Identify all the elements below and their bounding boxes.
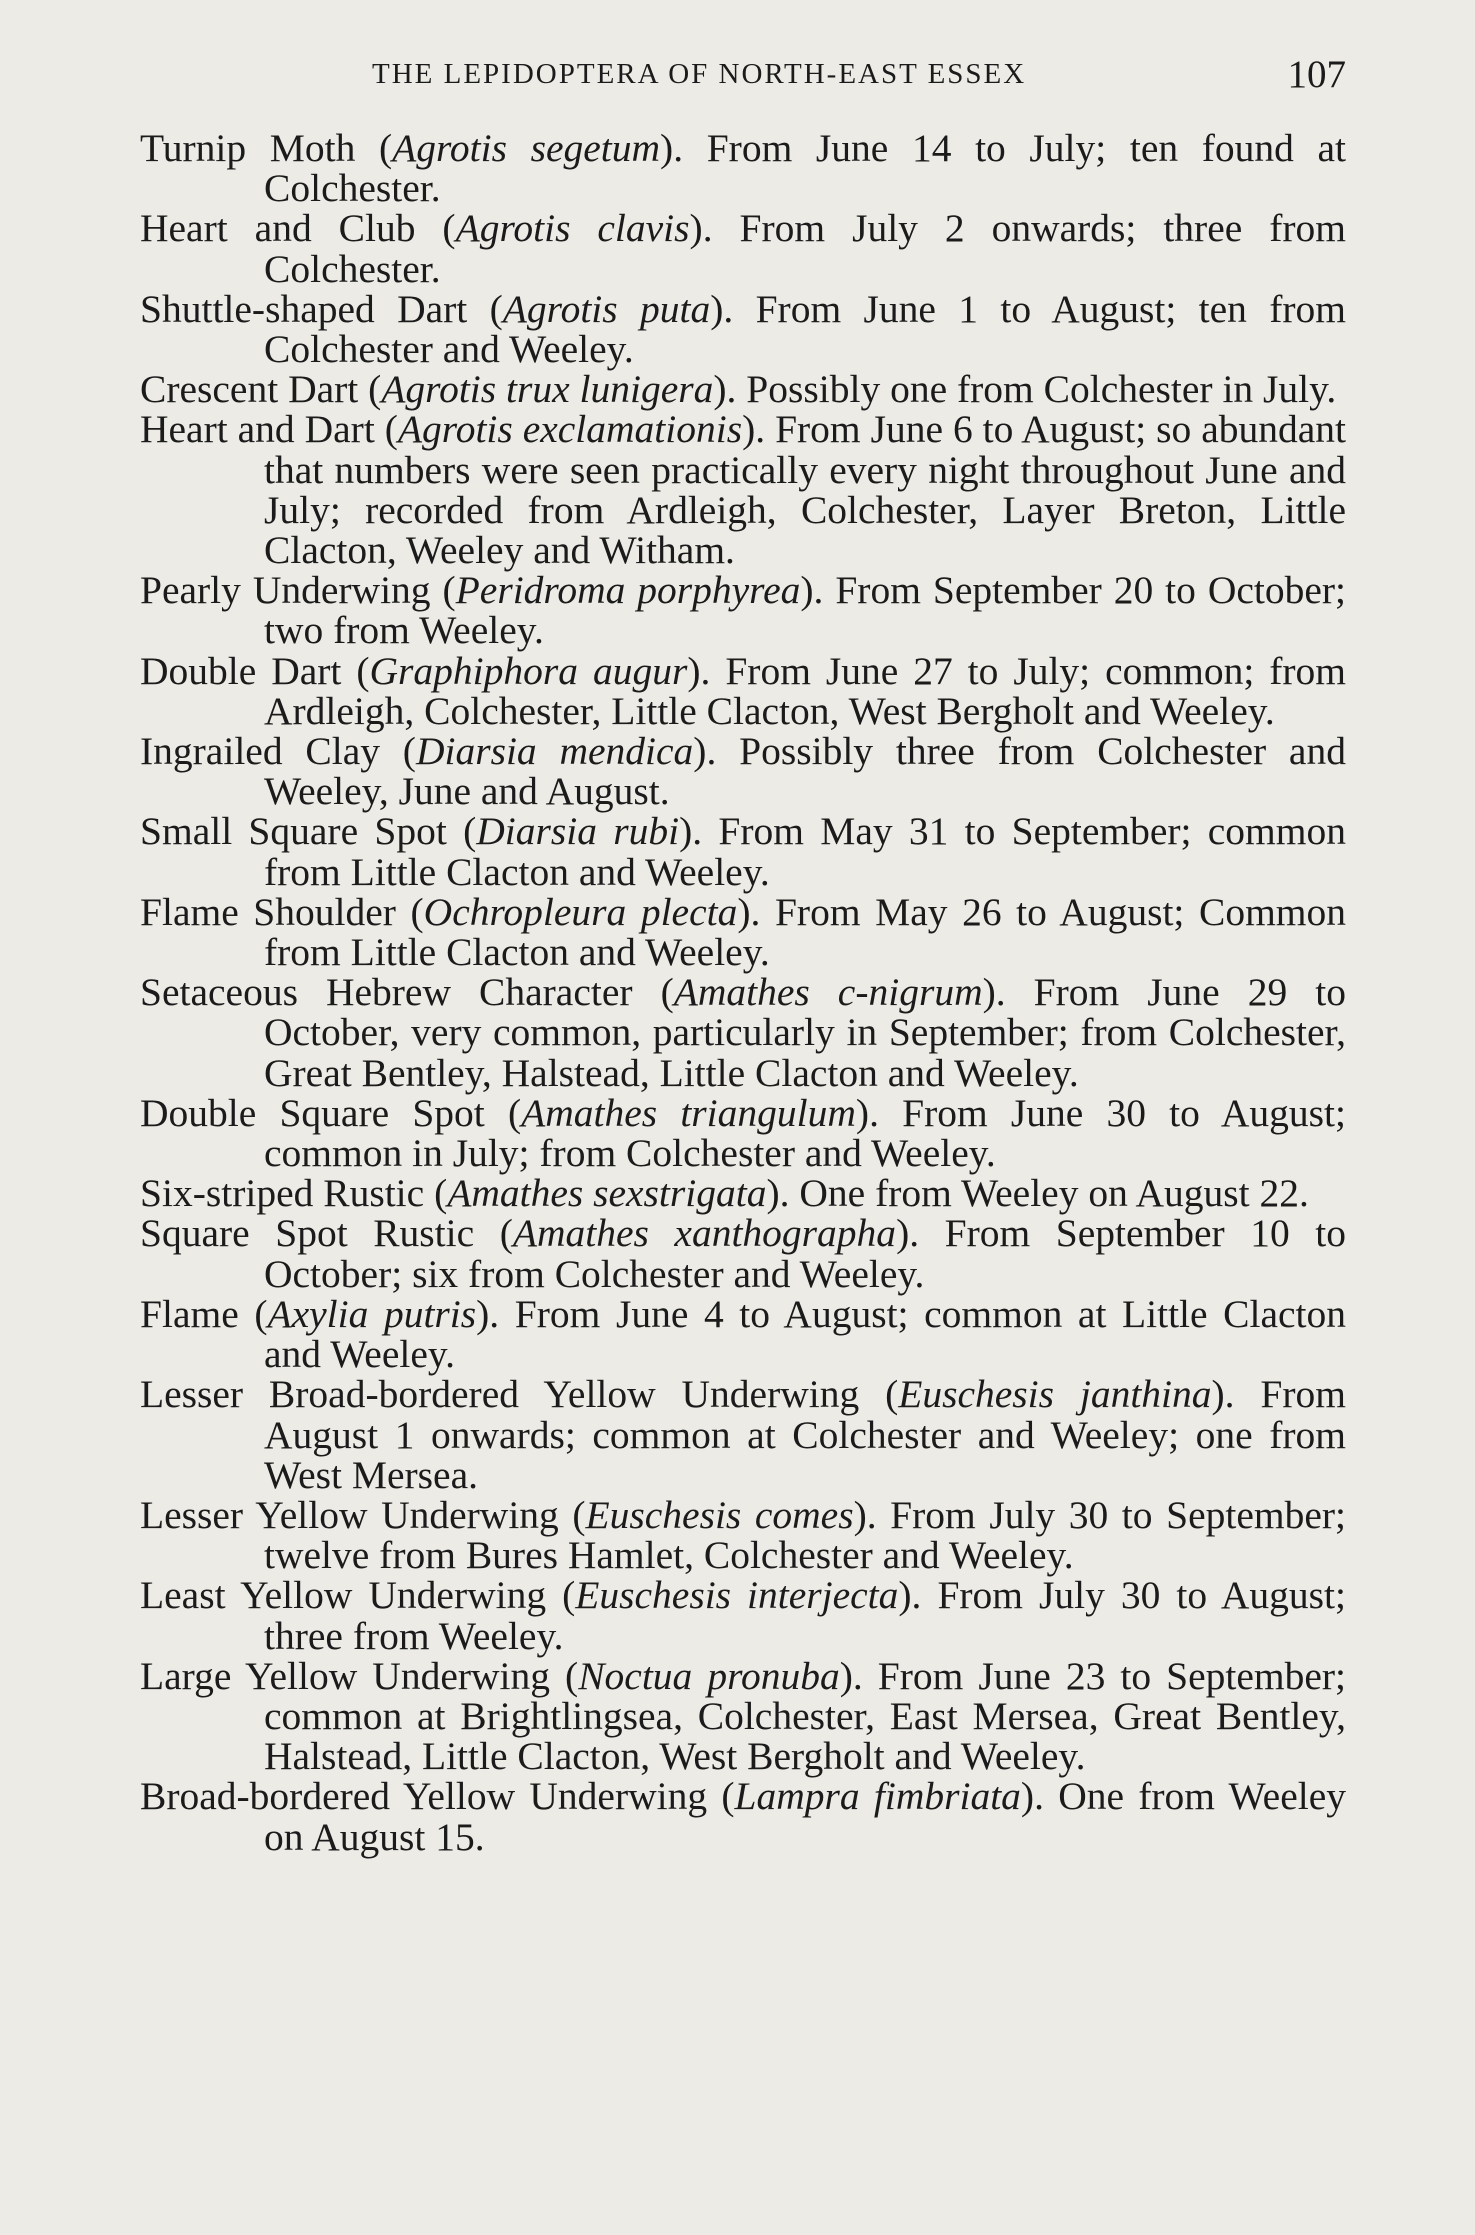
scientific-name: Ochropleura plecta: [423, 889, 738, 934]
entry-notes: From September 20 to October; two from Weeley.: [264, 568, 1347, 653]
species-entry: Six-striped Rustic (Amathes sexstrigata). One from Weeley on August 22.: [140, 1171, 1309, 1216]
common-name: Pearly Underwing: [140, 568, 431, 613]
entry-notes: From July 30 to September; twelve from Bures Hamlet, Colchester and Weeley.: [264, 1492, 1346, 1578]
scientific-name: Amathes triangulum: [521, 1090, 856, 1135]
common-name: Six-striped Rustic: [140, 1171, 425, 1216]
common-name: Double Dart: [140, 648, 342, 693]
species-entry: Small Square Spot (Diarsia rubi). From May 31 to September; common from Little Clacton and Weeley.: [140, 809, 1347, 894]
species-entry: Heart and Dart (Agrotis exclamationis). From June 6 to August; so abundant that numbers were seen practically every night throughout June and July; recorded from Ardleigh, Colchester, Layer Breton, Little Clacton, Weeley and Witham.: [140, 407, 1346, 573]
common-name: Large Yellow Underwing: [140, 1653, 551, 1698]
entry-notes: From June 27 to July; common; from Ardleigh, Colchester, Little Clacton, West Bergholt and Weeley.: [264, 648, 1347, 733]
page-number: 107: [1287, 53, 1346, 96]
species-entry: Double Dart (Graphiphora augur). From June 27 to July; common; from Ardleigh, Colchester, Little Clacton, West Bergholt and Weeley.: [140, 648, 1347, 733]
entry-notes: From July 30 to August; three from Weeley.: [264, 1573, 1346, 1658]
common-name: Square Spot Rustic: [140, 1211, 475, 1256]
common-name: Turnip Moth: [140, 126, 356, 170]
entry-notes: From June 1 to August; ten from Colchester and Weeley.: [264, 286, 1347, 372]
entry-notes: One from Weeley on August 22.: [799, 1171, 1309, 1216]
scientific-name: Amathes sexstrigata: [447, 1171, 767, 1216]
common-name: Lesser Yellow Underwing: [140, 1492, 559, 1537]
entry-notes: From May 31 to September; common from Little Clacton and Weeley.: [264, 809, 1347, 894]
species-entry: Square Spot Rustic (Amathes xanthographa). From September 10 to October; six from Colchester and Weeley.: [140, 1211, 1346, 1296]
common-name: Least Yellow Underwing: [140, 1573, 547, 1618]
common-name: Crescent Dart: [140, 367, 359, 412]
common-name: Setaceous Hebrew Character: [140, 970, 633, 1015]
species-entry: Double Square Spot (Amathes triangulum). From June 30 to August; common in July; from Colchester and Weeley.: [140, 1090, 1347, 1176]
scientific-name: Euschesis interjecta: [575, 1573, 899, 1618]
common-name: Flame: [140, 1291, 239, 1336]
entry-notes: Possibly three from Colchester and Weeley, June and August.: [264, 729, 1346, 814]
scientific-name: Graphiphora augur: [369, 648, 688, 693]
species-entry: Crescent Dart (Agrotis trux lunigera). Possibly one from Colchester in July.: [140, 367, 1337, 412]
species-entry: Large Yellow Underwing (Noctua pronuba). From June 23 to September; common at Brightlingsea, Colchester, East Mersea, Great Bentley, Halstead, Little Clacton, West Bergholt and Weeley.: [140, 1653, 1347, 1779]
scientific-name: Axylia putris: [267, 1291, 477, 1336]
entry-notes: From June 6 to August; so abundant that numbers were seen practically every night throughout June and July; recorded from Ardleigh, Colchester, Layer Breton, Little Clacton, Weeley and Witham.: [264, 407, 1346, 573]
common-name: Double Square Spot: [140, 1090, 485, 1135]
entry-notes: From July 2 onwards; three from Colchester.: [264, 206, 1347, 291]
species-entry: Turnip Moth (Agrotis segetum). From June 14 to July; ten found at Colchester.: [140, 126, 1347, 211]
entry-notes: From June 30 to August; common in July; from Colchester and Weeley.: [264, 1090, 1347, 1176]
scientific-name: Agrotis segetum: [392, 126, 661, 170]
scientific-name: Euschesis comes: [585, 1492, 854, 1537]
entry-notes: From June 29 to October, very common, particularly in September; from Colchester, Great Bentley, Halstead, Little Clacton and Weeley.: [264, 970, 1346, 1095]
scientific-name: Peridroma porphyrea: [455, 568, 801, 613]
entry-notes: From August 1 onwards; common at Colchester and Weeley; one from West Mersea.: [264, 1372, 1347, 1497]
species-entry: Broad-bordered Yellow Underwing (Lampra fimbriata). One from Weeley on August 15.: [140, 1774, 1346, 1859]
entry-notes: From September 10 to October; six from Colchester and Weeley.: [264, 1211, 1346, 1296]
scientific-name: Diarsia mendica: [415, 729, 694, 774]
species-entry: Heart and Club (Agrotis clavis). From July 2 onwards; three from Colchester.: [140, 206, 1347, 291]
common-name: Ingrailed Clay: [140, 729, 380, 774]
common-name: Lesser Broad-bordered Yellow Underwing: [140, 1372, 860, 1417]
common-name: Shuttle-shaped Dart: [140, 286, 468, 331]
scientific-name: Amathes c-nigrum: [673, 970, 983, 1015]
species-entry: Flame Shoulder (Ochropleura plecta). From May 26 to August; Common from Little Clacton and Weeley.: [140, 889, 1347, 975]
scientific-name: Euschesis janthina: [898, 1372, 1212, 1417]
entry-notes: From May 26 to August; Common from Little Clacton and Weeley.: [264, 889, 1347, 975]
entry-notes: From June 4 to August; common at Little Clacton and Weeley.: [264, 1291, 1347, 1377]
species-entry: Flame (Axylia putris). From June 4 to August; common at Little Clacton and Weeley.: [140, 1291, 1347, 1377]
scientific-name: Diarsia rubi: [476, 809, 680, 854]
running-title: THE LEPIDOPTERA OF NORTH-EAST ESSEX: [372, 58, 1027, 90]
entry-notes: One from Weeley on August 15.: [264, 1774, 1346, 1859]
entry-notes: Possibly one from Colchester in July.: [746, 367, 1337, 412]
scientific-name: Lampra fimbriata: [734, 1774, 1021, 1819]
species-entry: Pearly Underwing (Peridroma porphyrea). From September 20 to October; two from Weeley.: [140, 568, 1347, 653]
species-entry: Shuttle-shaped Dart (Agrotis puta). From June 1 to August; ten from Colchester and Weeley.: [140, 286, 1347, 372]
entry-notes: From June 14 to July; ten found at Colchester.: [264, 126, 1347, 211]
scientific-name: Amathes xanthographa: [512, 1211, 897, 1256]
species-entry: Least Yellow Underwing (Euschesis interjecta). From July 30 to August; three from Weeley.: [140, 1573, 1346, 1658]
scientific-name: Agrotis puta: [502, 286, 711, 331]
scientific-name: Agrotis trux lunigera: [381, 367, 714, 412]
common-name: Heart and Club: [140, 206, 416, 251]
common-name: Small Square Spot: [140, 809, 447, 854]
species-entry: Setaceous Hebrew Character (Amathes c-nigrum). From June 29 to October, very common, particularly in September; from Colchester, Great Bentley, Halstead, Little Clacton and Weeley.: [140, 970, 1346, 1095]
species-entry: Ingrailed Clay (Diarsia mendica). Possibly three from Colchester and Weeley, June and August.: [140, 729, 1346, 814]
common-name: Heart and Dart: [140, 407, 375, 452]
page-header: [140, 52, 1346, 102]
entry-notes: From June 23 to September; common at Brightlingsea, Colchester, East Mersea, Great Bentley, Halstead, Little Clacton, West Bergholt and Weeley.: [264, 1653, 1347, 1779]
common-name: Flame Shoulder: [140, 889, 396, 934]
species-entry: Lesser Yellow Underwing (Euschesis comes). From July 30 to September; twelve from Bures Hamlet, Colchester and Weeley.: [140, 1492, 1346, 1578]
scientific-name: Agrotis exclamationis: [397, 407, 743, 452]
species-list: [140, 128, 1346, 1857]
common-name: Broad-bordered Yellow Underwing: [140, 1774, 708, 1819]
scientific-name: Agrotis clavis: [455, 206, 690, 251]
species-entry: Lesser Broad-bordered Yellow Underwing (Euschesis janthina). From August 1 onwards; common at Colchester and Weeley; one from West Mersea.: [140, 1372, 1347, 1497]
scientific-name: Noctua pronuba: [578, 1653, 840, 1698]
